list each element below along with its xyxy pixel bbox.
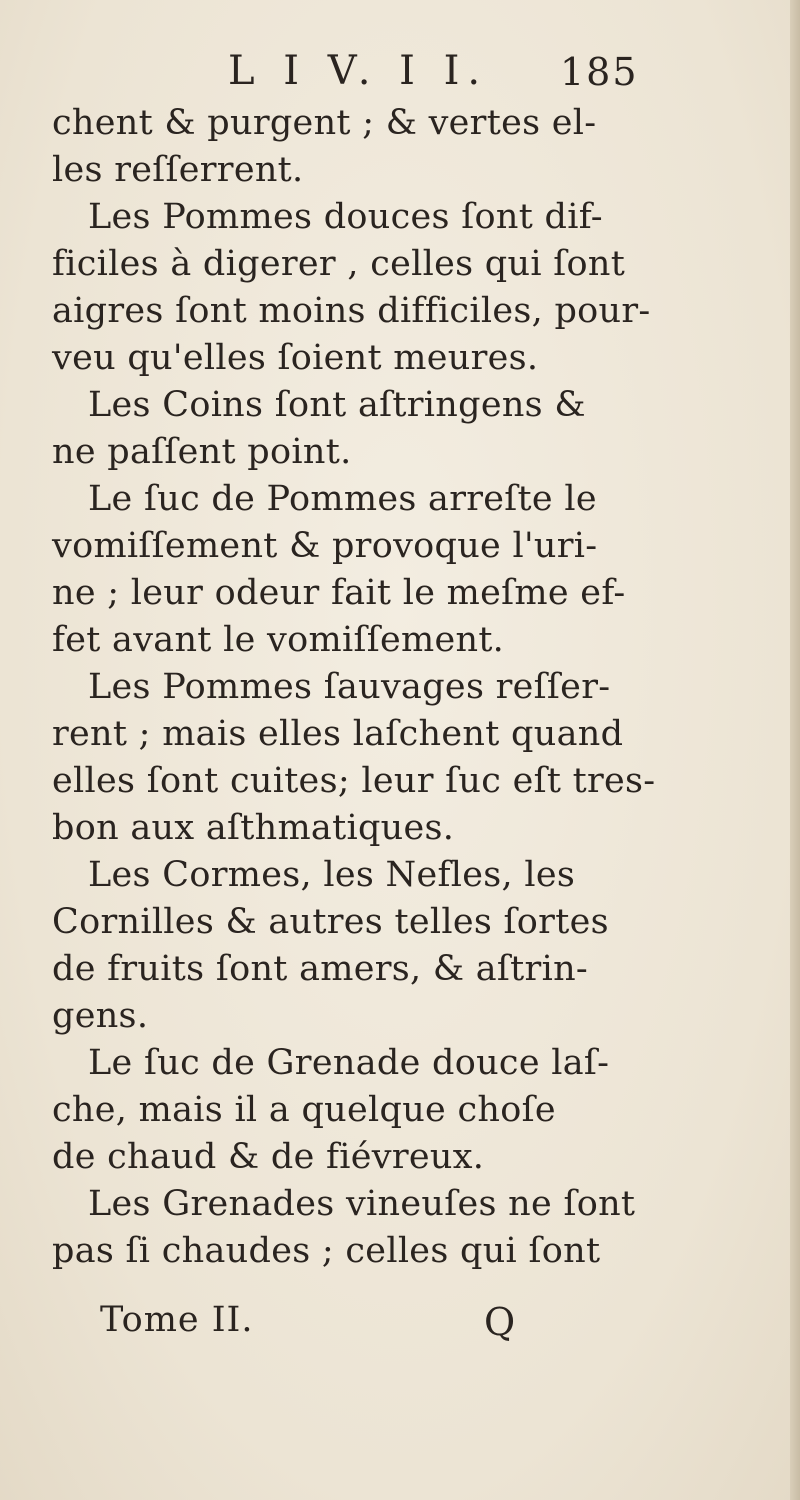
page-header	[0, 48, 800, 98]
text-line: Cornilles & autres telles ſortes	[52, 902, 609, 942]
text-line: gens.	[52, 996, 149, 1036]
text-line: ne ; leur odeur fait le meſme ef-	[52, 573, 626, 613]
text-line: vomiſſement & provoque l'uri-	[52, 526, 598, 566]
paragraph-start: Les Pommes douces ſont dif-	[88, 197, 603, 237]
text-line: che, mais il a quelque choſe	[52, 1090, 556, 1130]
signature-mark: Q	[484, 1300, 516, 1344]
text-line: fet avant le vomiſſement.	[52, 620, 505, 660]
text-line: de fruits ſont amers, & aſtrin-	[52, 949, 589, 989]
text-line: bon aux aſthmatiques.	[52, 808, 455, 848]
text-line: elles ſont cuites; leur ſuc eſt tres-	[52, 761, 656, 801]
paragraph-start: Les Coins ſont aſtringens &	[88, 385, 586, 425]
page-edge	[790, 0, 800, 1500]
text-line: aigres ſont moins difficiles, pour-	[52, 291, 651, 331]
text-line: pas ſi chaudes ; celles qui ſont	[52, 1231, 601, 1271]
body-text	[52, 100, 656, 1275]
text-line: rent ; mais elles laſchent quand	[52, 714, 624, 754]
text-line: les reſſerrent.	[52, 150, 304, 190]
text-line: chent & purgent ; & vertes el-	[52, 103, 597, 143]
paragraph-start: Le ſuc de Pommes arreſte le	[88, 479, 597, 519]
paragraph-start: Les Pommes ſauvages reſſer-	[88, 667, 611, 707]
page-number: 185	[560, 50, 639, 94]
page-footer	[0, 1300, 800, 1360]
text-line: ne paſſent point.	[52, 432, 352, 472]
paragraph-start: Le ſuc de Grenade douce laſ-	[88, 1043, 610, 1083]
volume-label: Tome II.	[100, 1300, 254, 1340]
paragraph-start: Les Grenades vineuſes ne ſont	[88, 1184, 636, 1224]
text-line: ficiles à digerer , celles qui ſont	[52, 244, 626, 284]
text-line: veu qu'elles ſoient meures.	[52, 338, 539, 378]
running-head: L I V. I I.	[228, 48, 489, 94]
paragraph-start: Les Cormes, les Nefles, les	[88, 855, 576, 895]
text-line: de chaud & de fiévreux.	[52, 1137, 485, 1177]
